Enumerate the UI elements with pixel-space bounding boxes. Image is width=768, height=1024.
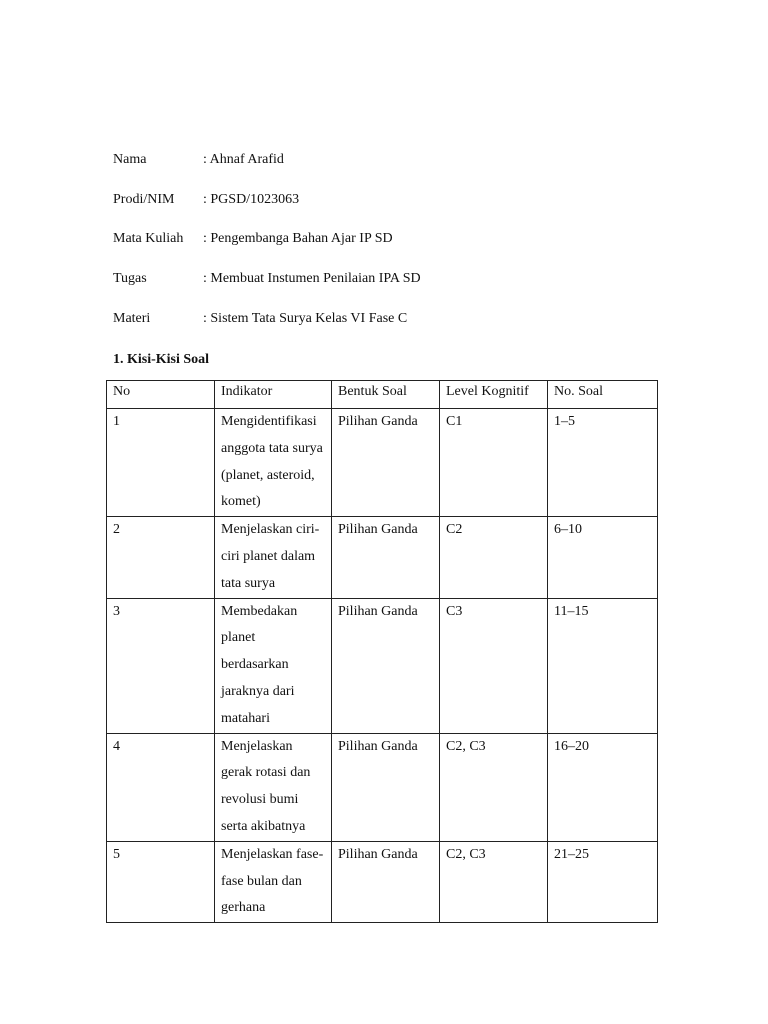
info-label: Materi [113,311,151,326]
info-value: : Ahnaf Arafid [203,152,284,167]
info-value: : PGSD/1023063 [203,192,300,207]
kisi-kisi-table [106,380,658,923]
cell-bentuk-soal: Pilihan Ganda [332,841,440,922]
cell-level-kognitif: C2, C3 [440,733,548,841]
cell-indikator: Membedakan planet berdasarkan jaraknya dari matahari [215,598,332,733]
cell-level-kognitif: C2, C3 [440,841,548,922]
cell-bentuk-soal: Pilihan Ganda [332,409,440,517]
header-bentuk-soal: Bentuk Soal [332,381,440,409]
cell-bentuk-soal: Pilihan Ganda [332,517,440,598]
cell-indikator: Menjelaskan ciri-ciri planet dalam tata surya [215,517,332,598]
table-row [107,841,658,922]
cell-bentuk-soal: Pilihan Ganda [332,598,440,733]
info-value: : Sistem Tata Surya Kelas VI Fase C [203,311,408,326]
info-label: Tugas [113,271,147,286]
cell-indikator: Mengidentifikasi anggota tata surya (planet, asteroid, komet) [215,409,332,517]
info-value: : Membuat Instumen Penilaian IPA SD [203,271,421,286]
header-level-kognitif: Level Kognitif [440,381,548,409]
cell-no-soal: 11–15 [548,598,658,733]
cell-level-kognitif: C1 [440,409,548,517]
cell-bentuk-soal: Pilihan Ganda [332,733,440,841]
cell-level-kognitif: C3 [440,598,548,733]
cell-no: 5 [107,841,215,922]
table-row [107,733,658,841]
table-row [107,409,658,517]
cell-indikator: Menjelaskan gerak rotasi dan revolusi bumi serta akibatnya [215,733,332,841]
cell-no-soal: 21–25 [548,841,658,922]
header-indikator: Indikator [215,381,332,409]
section-heading: 1. Kisi-Kisi Soal [113,352,210,367]
header-no-soal: No. Soal [548,381,658,409]
cell-indikator: Menjelaskan fase-fase bulan dan gerhana [215,841,332,922]
cell-no-soal: 6–10 [548,517,658,598]
header-no: No [107,381,215,409]
table-row [107,517,658,598]
table-header-row [107,381,658,409]
info-label: Prodi/NIM [113,192,175,207]
cell-no: 4 [107,733,215,841]
table-row [107,598,658,733]
cell-no: 2 [107,517,215,598]
cell-no-soal: 1–5 [548,409,658,517]
cell-level-kognitif: C2 [440,517,548,598]
cell-no: 3 [107,598,215,733]
cell-no-soal: 16–20 [548,733,658,841]
info-label: Mata Kuliah [113,231,184,246]
info-label: Nama [113,152,147,167]
info-value: : Pengembanga Bahan Ajar IP SD [203,231,393,246]
cell-no: 1 [107,409,215,517]
